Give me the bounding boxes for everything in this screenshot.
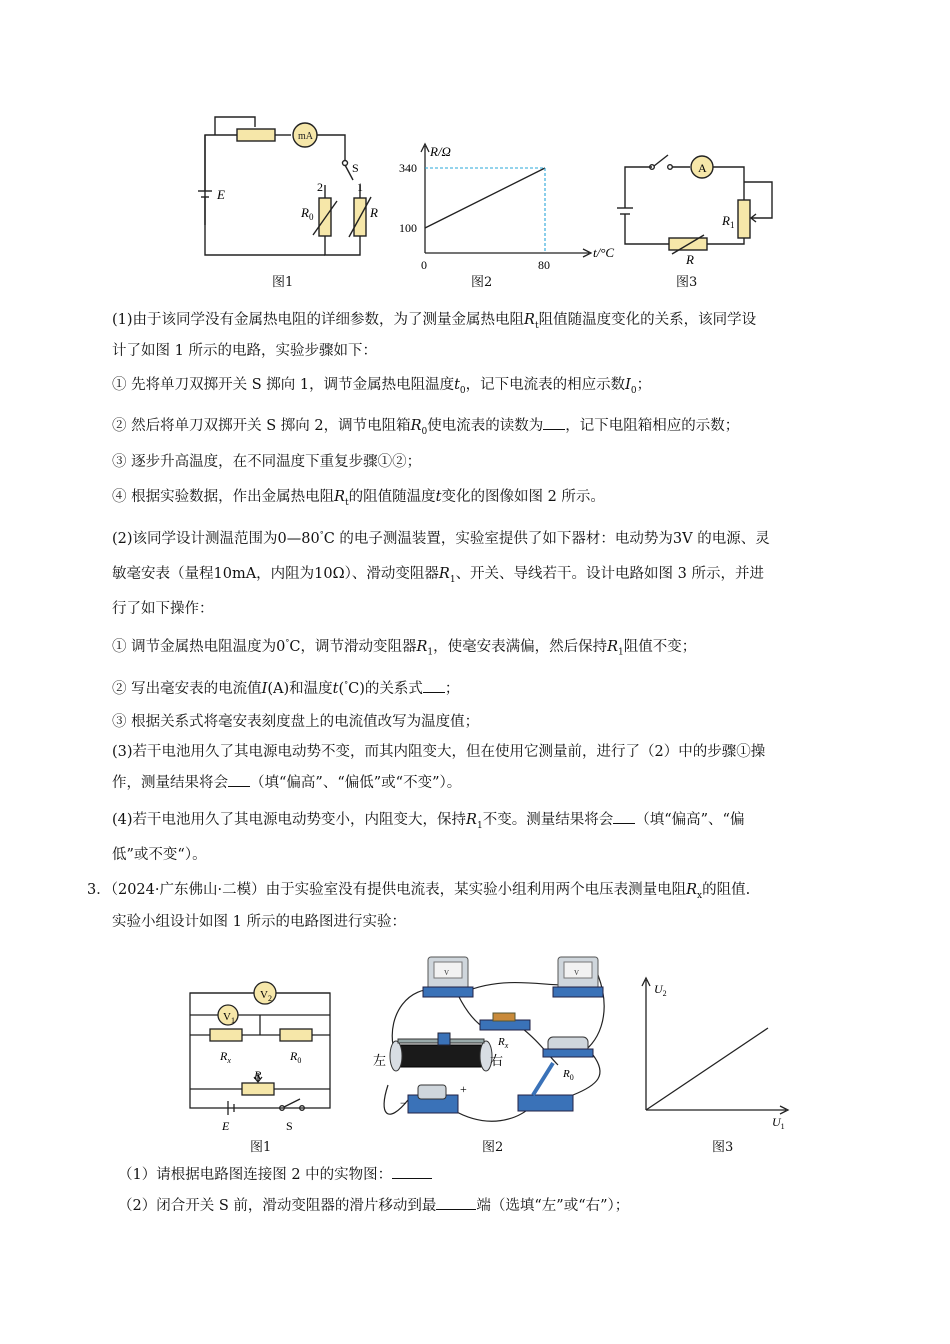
y-tick-100: 100 bbox=[399, 221, 417, 235]
q3-line1: 3．（2024·广东佛山·二模）由于实验室没有提供电流表，某实验小组利用两个电压表测量电阻$R_x$的阻值. bbox=[87, 882, 751, 901]
q3-sub2: （2）闭合开关 S 前，滑动变阻器的滑片移动到最 端（选填“左”或“右”）； bbox=[118, 1198, 630, 1214]
q2-p1-line1: (1)由于该同学没有金属热电阻的详细参数，为了测量金属热电阻$R_t$阻值随温度变化的关系，该同学设 bbox=[112, 312, 757, 331]
q2-p2-line3: 行了如下操作： bbox=[112, 601, 214, 617]
y-axis-label: R/Ω bbox=[430, 144, 451, 159]
right-label: 右 bbox=[490, 1053, 504, 1068]
answer-blank[interactable] bbox=[228, 774, 250, 787]
pos1-label: 1 bbox=[357, 180, 363, 194]
ammeter-label: A bbox=[698, 161, 707, 175]
rx-photo-label: $R_x$ bbox=[498, 1036, 509, 1050]
figure-top-1 bbox=[195, 105, 400, 290]
q2-p3-line2: 作，测量结果将会 （填“偏高”、“偏低”或“不变”）。 bbox=[112, 775, 462, 791]
x-tick-0: 0 bbox=[421, 258, 427, 272]
q3-fig2-caption: 图2 bbox=[482, 1140, 504, 1155]
q2-p3-line1: (3)若干电池用久了其电源电动势不变，而其内阻变大，但在使用它测量前，进行了（2）中的步骤①操 bbox=[112, 744, 766, 760]
x-axis-label: t/°C bbox=[593, 245, 615, 260]
svg-text:V: V bbox=[574, 969, 580, 977]
voltmeter-v1 bbox=[423, 957, 473, 997]
q3-fig3-caption: 图3 bbox=[712, 1140, 734, 1155]
r-label: R bbox=[370, 205, 378, 220]
ma-label: mA bbox=[298, 131, 313, 142]
svg-text:V: V bbox=[444, 969, 450, 977]
rx-label: $R_x$ bbox=[220, 1049, 231, 1065]
q3-sub1: （1）请根据电路图连接图 2 中的实物图： bbox=[118, 1165, 432, 1185]
left-label: 左 bbox=[373, 1053, 387, 1068]
q3-figure-3 bbox=[628, 960, 798, 1130]
figure-top-2-chart bbox=[398, 138, 615, 278]
q2-p2-line1: (2)该同学设计测温范围为0—80°C 的电子测温装置，实验室提供了如下器材：电动势为3V 的电源、灵 bbox=[112, 530, 770, 547]
answer-blank[interactable] bbox=[613, 811, 635, 824]
answer-blank[interactable] bbox=[423, 680, 445, 693]
q2-p4-line2: 低”或不变“）。 bbox=[112, 847, 207, 863]
u1-label: $U_1$ bbox=[772, 1115, 785, 1131]
r0-label: $R_0$ bbox=[301, 205, 314, 222]
y-tick-340: 340 bbox=[399, 161, 417, 175]
r0-photo-label: $R_0$ bbox=[563, 1068, 574, 1082]
v2-label: $V_2$ bbox=[260, 989, 272, 1003]
plus-label: + bbox=[460, 1082, 467, 1096]
s-label: S bbox=[352, 161, 359, 175]
r0-label-q3: $R_0$ bbox=[290, 1049, 302, 1065]
battery bbox=[408, 1085, 458, 1113]
q2-op1: ① 调节金属热电阻温度为0°C，调节滑动变阻器$R_1$，使毫安表满偏，然后保持$R_1$阻值不变； bbox=[112, 638, 697, 658]
r-label-q3: R bbox=[254, 1068, 262, 1082]
answer-blank[interactable] bbox=[392, 1166, 432, 1179]
q2-step3: ③ 逐步升高温度，在不同温度下重复步骤①②； bbox=[112, 454, 422, 470]
q2-step4: ④ 根据实验数据，作出金属热电阻$R_t$的阻值随温度t变化的图像如图 2 所示。 bbox=[112, 489, 605, 508]
fig2-caption: 图2 bbox=[471, 275, 493, 290]
e-label-q3: E bbox=[222, 1119, 230, 1133]
figure-top-3 bbox=[612, 152, 782, 267]
voltmeter-v2 bbox=[553, 957, 603, 997]
q3-fig1-caption: 图1 bbox=[250, 1140, 272, 1155]
q2-op2: ② 写出毫安表的电流值I(A)和温度t(°C)的关系式 ； bbox=[112, 680, 460, 697]
fig3-caption: 图3 bbox=[676, 275, 698, 290]
answer-blank[interactable] bbox=[436, 1197, 476, 1210]
rheostat bbox=[390, 1033, 492, 1071]
q3-line2: 实验小组设计如图 1 所示的电路图进行实验： bbox=[112, 914, 406, 930]
u2-label: $U_2$ bbox=[654, 982, 667, 998]
r1-label: $R_1$ bbox=[722, 213, 735, 230]
e-label: E bbox=[217, 187, 225, 202]
q2-step1: ① 先将单刀双掷开关 S 掷向 1，调节金属热电阻温度$t_0$，记下电流表的相应示数$I_0$； bbox=[112, 377, 652, 396]
q2-op3: ③ 根据关系式将毫安表刻度盘上的电流值改写为温度值； bbox=[112, 714, 480, 730]
q2-p1-line2: 计了如图 1 所示的电路，实验步骤如下： bbox=[112, 343, 377, 359]
q2-p4-line1: (4)若干电池用久了其电源电动势变小，内阻变大，保持$R_1$不变。测量结果将会 （填“偏高”、“偏 bbox=[112, 812, 745, 831]
v1-label: $V_1$ bbox=[223, 1011, 235, 1025]
answer-blank[interactable] bbox=[543, 417, 565, 430]
x-tick-80: 80 bbox=[538, 258, 550, 272]
fig1-caption: 图1 bbox=[272, 275, 294, 290]
q2-step2: ② 然后将单刀双掷开关 S 掷向 2，调节电阻箱$R_0$使电流表的读数为 ，记下电阻箱相应的示数； bbox=[112, 418, 740, 437]
s-label-q3: S bbox=[286, 1119, 293, 1133]
pos2-label: 2 bbox=[317, 180, 323, 194]
minus-label: − bbox=[400, 1096, 407, 1110]
q2-p2-line2: 敏毫安表（量程10mA，内阻为10Ω）、滑动变阻器$R_1$、开关、导线若干。设计电路如图 3 所示，并进 bbox=[112, 566, 765, 585]
r-label-3: R bbox=[686, 252, 694, 267]
data-line bbox=[425, 168, 545, 228]
q3-figure-2-photo bbox=[368, 945, 613, 1130]
q3-figure-1 bbox=[180, 975, 350, 1135]
